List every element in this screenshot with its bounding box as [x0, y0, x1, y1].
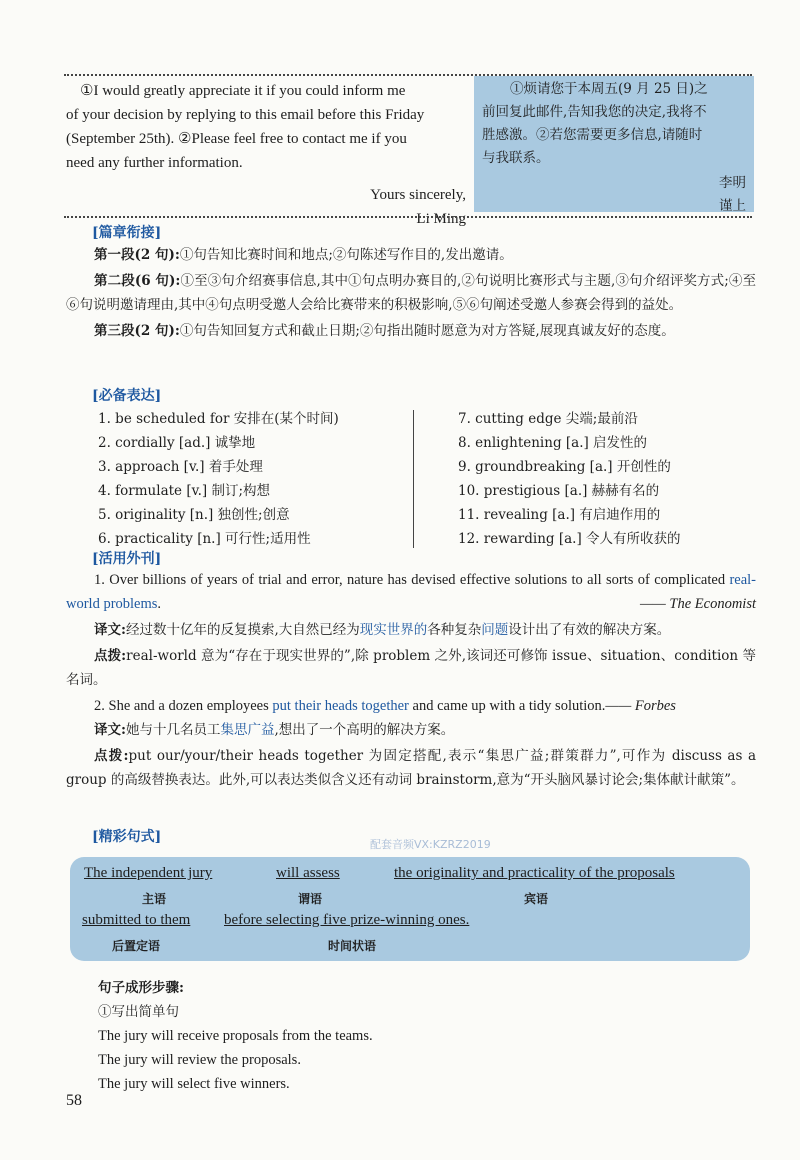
bottom-divider — [64, 216, 752, 218]
example-text: 2. She and a dozen employees — [94, 698, 273, 714]
paragraph-label: 第二段(6 句): — [94, 273, 181, 289]
tip-label: 点拨: — [94, 748, 129, 764]
highlight-phrase: 集思广益 — [220, 722, 275, 738]
translation-line: 与我联系。 — [482, 150, 550, 166]
expression-item: 5. originality [n.] 独创性;创意 — [98, 507, 290, 523]
predicate-label: 谓语 — [298, 892, 323, 906]
expressions-right — [458, 407, 681, 551]
paragraph-label: 第一段(2 句): — [94, 247, 180, 263]
section-tag-expressions: [必备表达] — [92, 388, 162, 404]
tip-label: 点拨: — [94, 648, 127, 664]
expression-item: 10. prestigious [a.] 赫赫有名的 — [458, 483, 660, 499]
journal-example-2 — [66, 694, 756, 718]
expression-item: 4. formulate [v.] 制订;构想 — [98, 483, 271, 499]
highlight-phrase: put their heads together — [272, 698, 409, 714]
expression-item: 1. be scheduled for 安排在(某个时间) — [98, 411, 339, 427]
translation-name: 李明 — [719, 175, 746, 191]
expression-item: 3. approach [v.] 着手处理 — [98, 459, 263, 475]
example-text: 1. Over billions of years of trial and error, nature has devised effective solutions to all sorts of complicated — [94, 572, 730, 588]
paragraph-desc: ①句告知回复方式和截止日期;②句指出随时愿意为对方答疑,展现真诚友好的态度。 — [179, 323, 675, 339]
expression-item: 6. practicality [n.] 可行性;适用性 — [98, 531, 311, 547]
expression-item: 7. cutting edge 尖端;最前沿 — [458, 411, 638, 427]
subject-segment: The independent jury — [84, 865, 213, 881]
translation-text: 各种复杂 — [427, 622, 482, 638]
letter-line: (September 25th). ②Please feel free to contact me if you — [66, 131, 407, 147]
translation-2 — [66, 718, 756, 742]
page-number: 58 — [66, 1092, 82, 1109]
highlight-phrase: 现实世界的 — [359, 622, 428, 638]
translation-text: ,想出了一个高明的解决方案。 — [274, 722, 455, 738]
section-tag-sentence: [精彩句式] — [92, 829, 162, 845]
translation-label: 译文: — [94, 622, 126, 638]
sentence-analysis-box — [70, 857, 750, 961]
column-divider — [413, 410, 414, 548]
translation-text: 她与十几名员工 — [125, 722, 221, 738]
expression-item: 11. revealing [a.] 有启迪作用的 — [458, 507, 661, 523]
paragraph-desc: ①句告知比赛时间和地点;②句陈述写作目的,发出邀请。 — [179, 247, 513, 263]
step-sentence: The jury will select five winners. — [98, 1076, 290, 1092]
source-economist: —— The Economist — [640, 596, 756, 612]
translation-line: 胜感激。②若您需要更多信息,请随时 — [482, 127, 703, 143]
expression-item: 9. groundbreaking [a.] 开创性的 — [458, 459, 671, 475]
example-text: . — [157, 596, 162, 612]
section-tag-structure: [篇章衔接] — [92, 225, 162, 241]
steps-title: 句子成形步骤: — [98, 980, 184, 996]
letter-line: of your decision by replying to this email before this Friday — [66, 107, 425, 123]
source-forbes: —— Forbes — [605, 698, 676, 714]
translation-label: 译文: — [94, 722, 126, 738]
step-sentence: The jury will review the proposals. — [98, 1052, 301, 1068]
example-text: and came up with a tidy solution. — [408, 698, 606, 714]
letter-translation-box — [474, 76, 754, 212]
sentence-steps — [98, 976, 373, 1096]
letter-line: need any further information. — [66, 155, 243, 171]
letter-closing: Yours sincerely, — [370, 187, 466, 203]
highlight-phrase: real-world problems — [66, 572, 756, 612]
subject-label: 主语 — [142, 892, 167, 906]
translation-closing: 谨上 — [719, 198, 746, 214]
step-sentence: The jury will receive proposals from the teams. — [98, 1028, 373, 1044]
letter-english — [66, 80, 466, 231]
attributive-segment: submitted to them — [82, 912, 191, 928]
predicate-segment: will assess — [276, 865, 340, 881]
journal-text — [66, 568, 756, 792]
translation-1 — [66, 618, 756, 642]
paragraph-desc: ①至③句介绍赛事信息,其中①句点明办赛目的,②句说明比赛形式与主题,③句介绍评奖方式;④至⑥句说明邀请理由,其中④句点明受邀人会给比赛带来的积极影响,⑤⑥句阐述受邀人参赛会得到的益处。 — [66, 273, 756, 313]
translation-line: ①烦请您于本周五(9 月 25 日)之 — [510, 81, 708, 97]
adverbial-segment: before selecting five prize-winning ones. — [224, 912, 470, 928]
highlight-phrase: 问题 — [481, 622, 509, 638]
expression-item: 2. cordially [ad.] 诚挚地 — [98, 435, 256, 451]
tip-1 — [66, 644, 756, 692]
tip-2 — [66, 744, 756, 792]
translation-text: 设计出了有效的解决方案。 — [508, 622, 671, 638]
letter-name: Li Ming — [416, 211, 466, 227]
adverbial-label: 时间状语 — [328, 939, 377, 953]
expression-item: 12. rewarding [a.] 令人有所收获的 — [458, 531, 681, 547]
structure-text — [66, 243, 756, 343]
step-heading: ①写出简单句 — [98, 1004, 179, 1020]
translation-line: 前回复此邮件,告知我您的决定,我将不 — [482, 104, 707, 120]
tip-text: put our/your/their heads together 为固定搭配,表示“集思广益;群策群力”,可作为 discuss as a group 的高级替换表达。此外,可以表达类似含义还有动词 brainstorm,意为“开头脑风暴讨论会;集体献计献策”。 — [66, 748, 757, 788]
expressions-left — [98, 407, 339, 551]
watermark: 配套音频VX:KZRZ2019 — [370, 838, 491, 851]
translation-text: 经过数十亿年的反复摸索,大自然已经为 — [125, 622, 360, 638]
paragraph-label: 第三段(2 句): — [94, 323, 180, 339]
section-tag-journal: [活用外刊] — [92, 551, 162, 567]
letter-line: ①I would greatly appreciate it if you could inform me — [80, 83, 406, 99]
attributive-label: 后置定语 — [112, 939, 161, 953]
tip-text: real-world 意为“存在于现实世界的”,除 problem 之外,该词还可修饰 issue、situation、condition 等名词。 — [66, 648, 756, 688]
object-segment: the originality and practicality of the proposals — [394, 865, 675, 881]
expression-item: 8. enlightening [a.] 启发性的 — [458, 435, 648, 451]
object-label: 宾语 — [524, 892, 549, 906]
